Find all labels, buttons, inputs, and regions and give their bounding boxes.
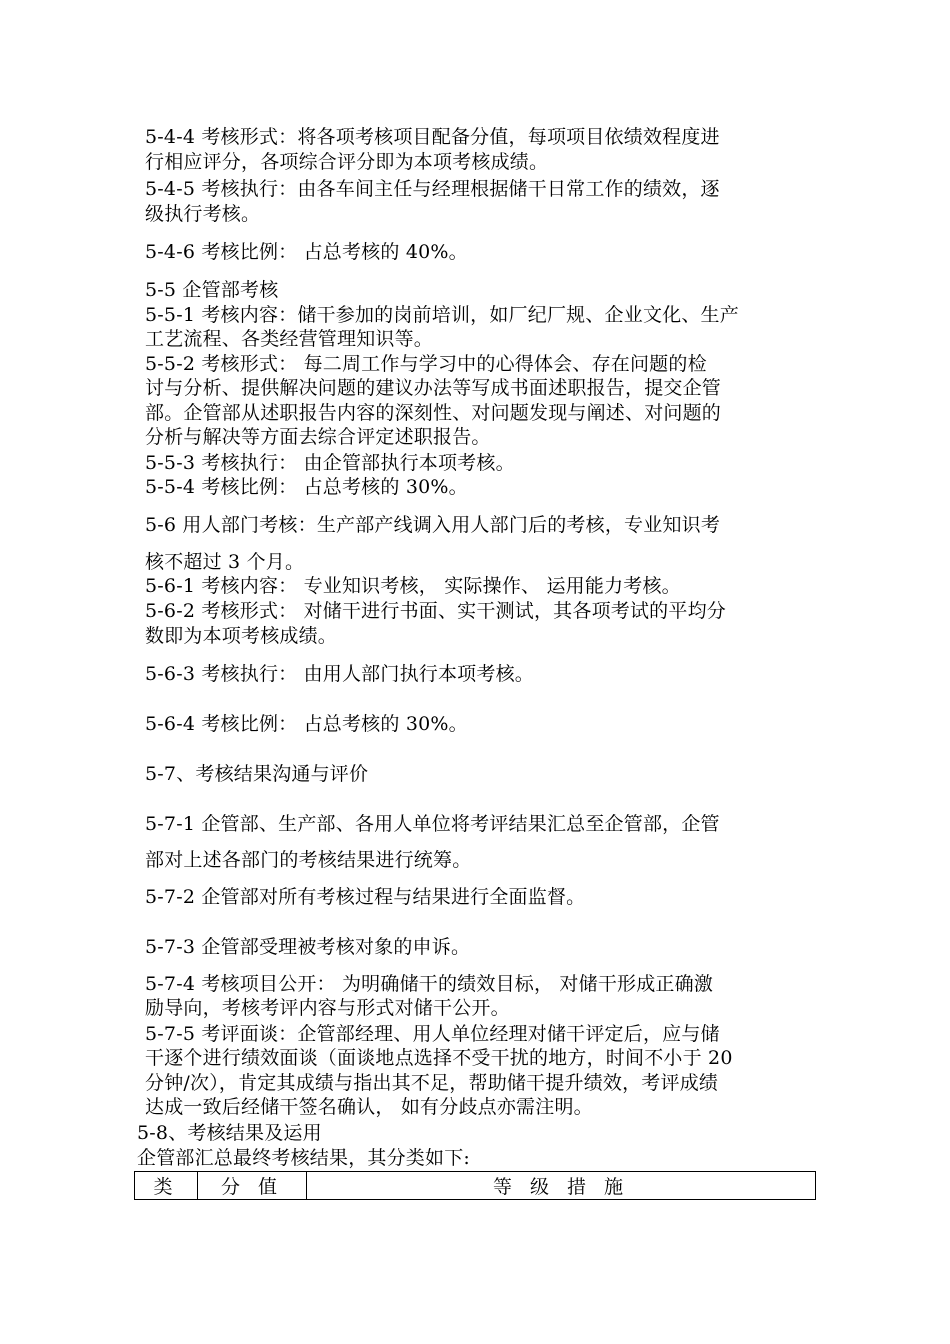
text-line: 5-4-6 考核比例： 占总考核的 40%。 (145, 241, 468, 263)
text-line: 5-7-4 考核项目公开： 为明确储干的绩效目标， 对储干形成正确激 (145, 973, 714, 995)
text-line: 5-5-4 考核比例： 占总考核的 30%。 (145, 476, 468, 498)
text-line: 励导向，考核考评内容与形式对储干公开。 (145, 997, 510, 1019)
section-heading: 5-6 用人部门考核：生产部产线调入用人部门后的考核，专业知识考 (145, 514, 721, 536)
table-header-score: 分 值 (198, 1172, 307, 1200)
text-line: 5-7-1 企管部、生产部、各用人单位将考评结果汇总至企管部，企管 (145, 813, 720, 835)
text-line: 部对上述各部门的考核结果进行统筹。 (145, 849, 472, 871)
text-line: 分析与解决等方面去综合评定述职报告。 (145, 426, 491, 448)
table-header-row (135, 1172, 816, 1200)
text-line: 企管部汇总最终考核结果，其分类如下: (137, 1147, 471, 1169)
text-line: 行相应评分，各项综合评分即为本项考核成绩。 (145, 151, 549, 173)
text-line: 5-4-4 考核形式：将各项考核项目配备分值，每项项目依绩效程度进 (145, 126, 720, 148)
text-line: 5-6-1 考核内容： 专业知识考核， 实际操作、 运用能力考核。 (145, 575, 681, 597)
text-line: 5-5-1 考核内容：储干参加的岗前培训，如厂纪厂规、企业文化、生产 (145, 304, 739, 326)
text-line: 5-6-2 考核形式： 对储干进行书面、实干测试，其各项考试的平均分 (145, 600, 726, 622)
text-line: 5-6-3 考核执行： 由用人部门执行本项考核。 (145, 663, 534, 685)
text-line: 达成一致后经储干签名确认， 如有分歧点亦需注明。 (145, 1096, 593, 1118)
text-line: 讨与分析、提供解决问题的建议办法等写成书面述职报告，提交企管 (145, 377, 722, 399)
text-line: 5-7-3 企管部受理被考核对象的申诉。 (145, 936, 471, 958)
text-line: 5-7-2 企管部对所有考核过程与结果进行全面监督。 (145, 886, 586, 908)
text-line: 5-7-5 考评面谈：企管部经理、用人单位经理对储干评定后，应与储 (145, 1023, 720, 1045)
table-header-category: 类 (135, 1172, 198, 1200)
text-line: 级执行考核。 (145, 203, 261, 225)
text-line: 部。企管部从述职报告内容的深刻性、对问题发现与阐述、对问题的 (145, 402, 722, 424)
section-heading: 5-7、考核结果沟通与评价 (145, 763, 369, 785)
text-line: 5-6-4 考核比例： 占总考核的 30%。 (145, 713, 468, 735)
section-heading: 5-8、考核结果及运用 (137, 1122, 322, 1144)
text-line: 分钟/次），肯定其成绩与指出其不足，帮助储干提升绩效，考评成绩 (145, 1072, 719, 1094)
text-line: 5-5-3 考核执行： 由企管部执行本项考核。 (145, 452, 515, 474)
text-line: 5-5-2 考核形式： 每二周工作与学习中的心得体会、存在问题的检 (145, 353, 707, 375)
table-header-measures: 等 级 措 施 (307, 1172, 816, 1200)
text-line: 数即为本项考核成绩。 (145, 625, 338, 647)
section-heading: 5-5 企管部考核 (145, 279, 279, 301)
text-line: 核不超过 3 个月。 (145, 551, 305, 573)
text-line: 工艺流程、各类经营管理知识等。 (145, 328, 434, 350)
text-line: 干逐个进行绩效面谈（面谈地点选择不受干扰的地方，时间不小于 20 (145, 1047, 733, 1069)
grade-table (134, 1171, 816, 1200)
text-line: 5-4-5 考核执行：由各车间主任与经理根据储干日常工作的绩效，逐 (145, 178, 720, 200)
